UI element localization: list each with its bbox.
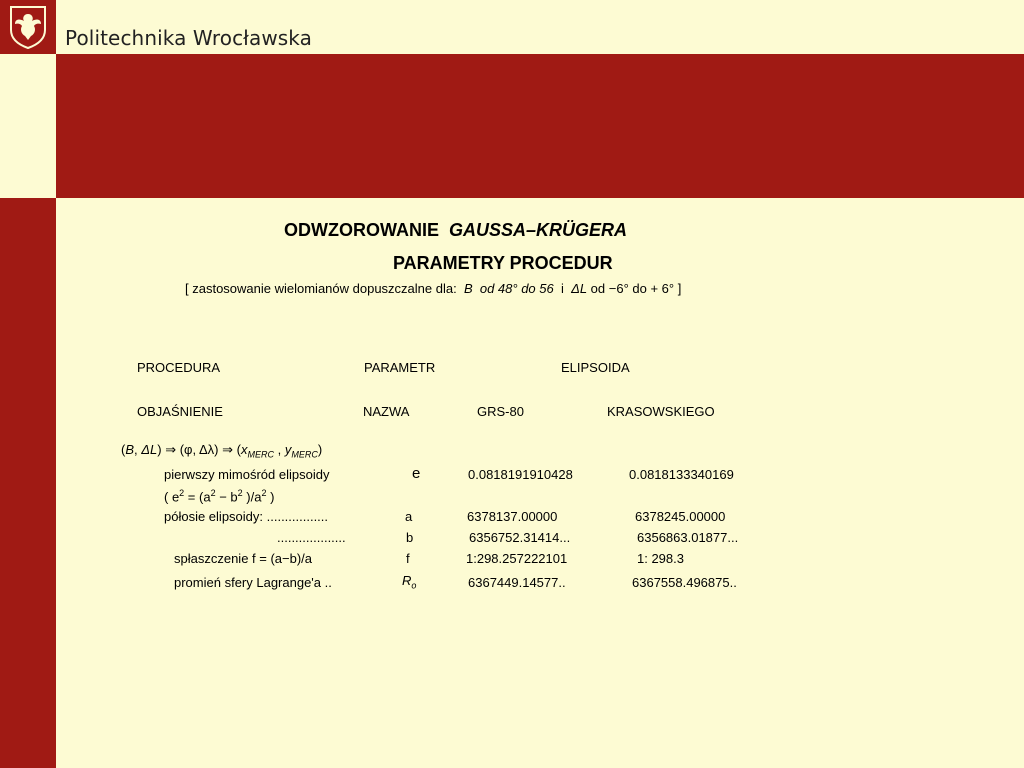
paren-close: ) <box>157 442 162 457</box>
row-grs80-b: 6356752.31414... <box>469 530 571 545</box>
slide-title <box>284 220 627 241</box>
var-b: B <box>125 442 135 457</box>
row-desc-flattening: spłaszczenie f = (a−b)/a <box>174 551 313 566</box>
paren-open-2: ( <box>236 442 241 457</box>
row-kras-ro: 6367558.496875.. <box>632 575 737 590</box>
var-x: x <box>241 442 248 457</box>
row-kras-a: 6378245.00000 <box>635 509 726 524</box>
var-r-sub: o <box>411 580 417 591</box>
header-grs80: GRS-80 <box>477 404 524 419</box>
usage-note <box>185 281 681 296</box>
var-dl: ΔL <box>141 442 158 457</box>
row-desc-semiaxes: półosie elipsoidy: ................. <box>164 509 329 524</box>
phi-dlambda: (φ, Δλ) <box>179 442 219 457</box>
paren-open: ( <box>121 442 126 457</box>
merc-sub-2: MERC <box>291 449 318 460</box>
formula-sup-3: 2 <box>237 488 243 498</box>
formula-part-c: − b <box>215 489 238 505</box>
transform-chain <box>121 442 322 460</box>
header-procedura: PROCEDURA <box>137 360 221 375</box>
formula-part-b: = (a <box>184 489 211 505</box>
header-objasnienie: OBJAŚNIENIE <box>137 404 223 419</box>
row-desc-eccentricity: pierwszy mimośród elipsoidy <box>164 467 330 482</box>
note-suffix: od −6° do + 6° ] <box>590 281 682 296</box>
row-desc-radius: promień sfery Lagrange'a .. <box>174 575 332 590</box>
row-name-ro <box>402 573 416 591</box>
header-band <box>56 54 1024 198</box>
var-y: y <box>284 442 292 457</box>
row-kras-b: 6356863.01877... <box>637 530 739 545</box>
paren-close-2: ) <box>317 442 323 457</box>
formula-part-a: ( e <box>164 489 180 505</box>
row-name-a: a <box>405 509 413 524</box>
row-desc-dots: ................... <box>277 530 346 545</box>
logo-box <box>0 0 56 54</box>
merc-sub-1: MERC <box>247 449 274 460</box>
comma: , <box>134 442 138 457</box>
comma-2: , <box>277 442 282 457</box>
slide-subtitle: PARAMETRY PROCEDUR <box>393 253 613 273</box>
header-nazwa: NAZWA <box>363 404 410 419</box>
var-r: R <box>402 573 412 588</box>
row-kras-f: 1: 298.3 <box>637 551 684 566</box>
eagle-crest-icon <box>8 4 48 50</box>
row-grs80-f: 1:298.257222101 <box>466 551 568 566</box>
row-name-e: e <box>412 465 421 482</box>
formula-part-e: ) <box>266 489 275 505</box>
row-name-b: b <box>406 530 414 545</box>
row-grs80-a: 6378137.00000 <box>467 509 558 524</box>
row-name-f: f <box>406 551 410 566</box>
formula-sup-4: 2 <box>261 488 267 498</box>
formula-part-d: )/a <box>242 489 262 505</box>
row-grs80-ro: 6367449.14577.. <box>468 575 566 590</box>
left-sidebar-bar <box>0 198 56 768</box>
header-krasowskiego: KRASOWSKIEGO <box>607 404 715 419</box>
title-prefix: ODWZOROWANIE <box>284 220 439 240</box>
header-parametr: PARAMETR <box>364 360 436 375</box>
note-dl: ΔL <box>571 281 588 296</box>
implies-arrow-1: ⇒ <box>165 442 177 457</box>
title-italic: GAUSSA–KRÜGERA <box>449 220 628 240</box>
note-b: B <box>463 281 473 296</box>
row-grs80-e: 0.0818191910428 <box>468 467 573 482</box>
row-kras-e: 0.0818133340169 <box>629 467 734 482</box>
implies-arrow-2: ⇒ <box>222 442 234 457</box>
row-desc-formula <box>164 488 274 504</box>
note-prefix: [ zastosowanie wielomianów dopuszczalne dla: <box>185 281 457 296</box>
header-elipsoida: ELIPSOIDA <box>561 360 630 375</box>
note-i: i <box>560 281 564 296</box>
note-mid: od 48° do 56 <box>479 281 554 296</box>
formula-sup-2: 2 <box>210 488 216 498</box>
formula-sup-1: 2 <box>179 488 185 498</box>
university-name: Politechnika Wrocławska <box>65 26 312 50</box>
